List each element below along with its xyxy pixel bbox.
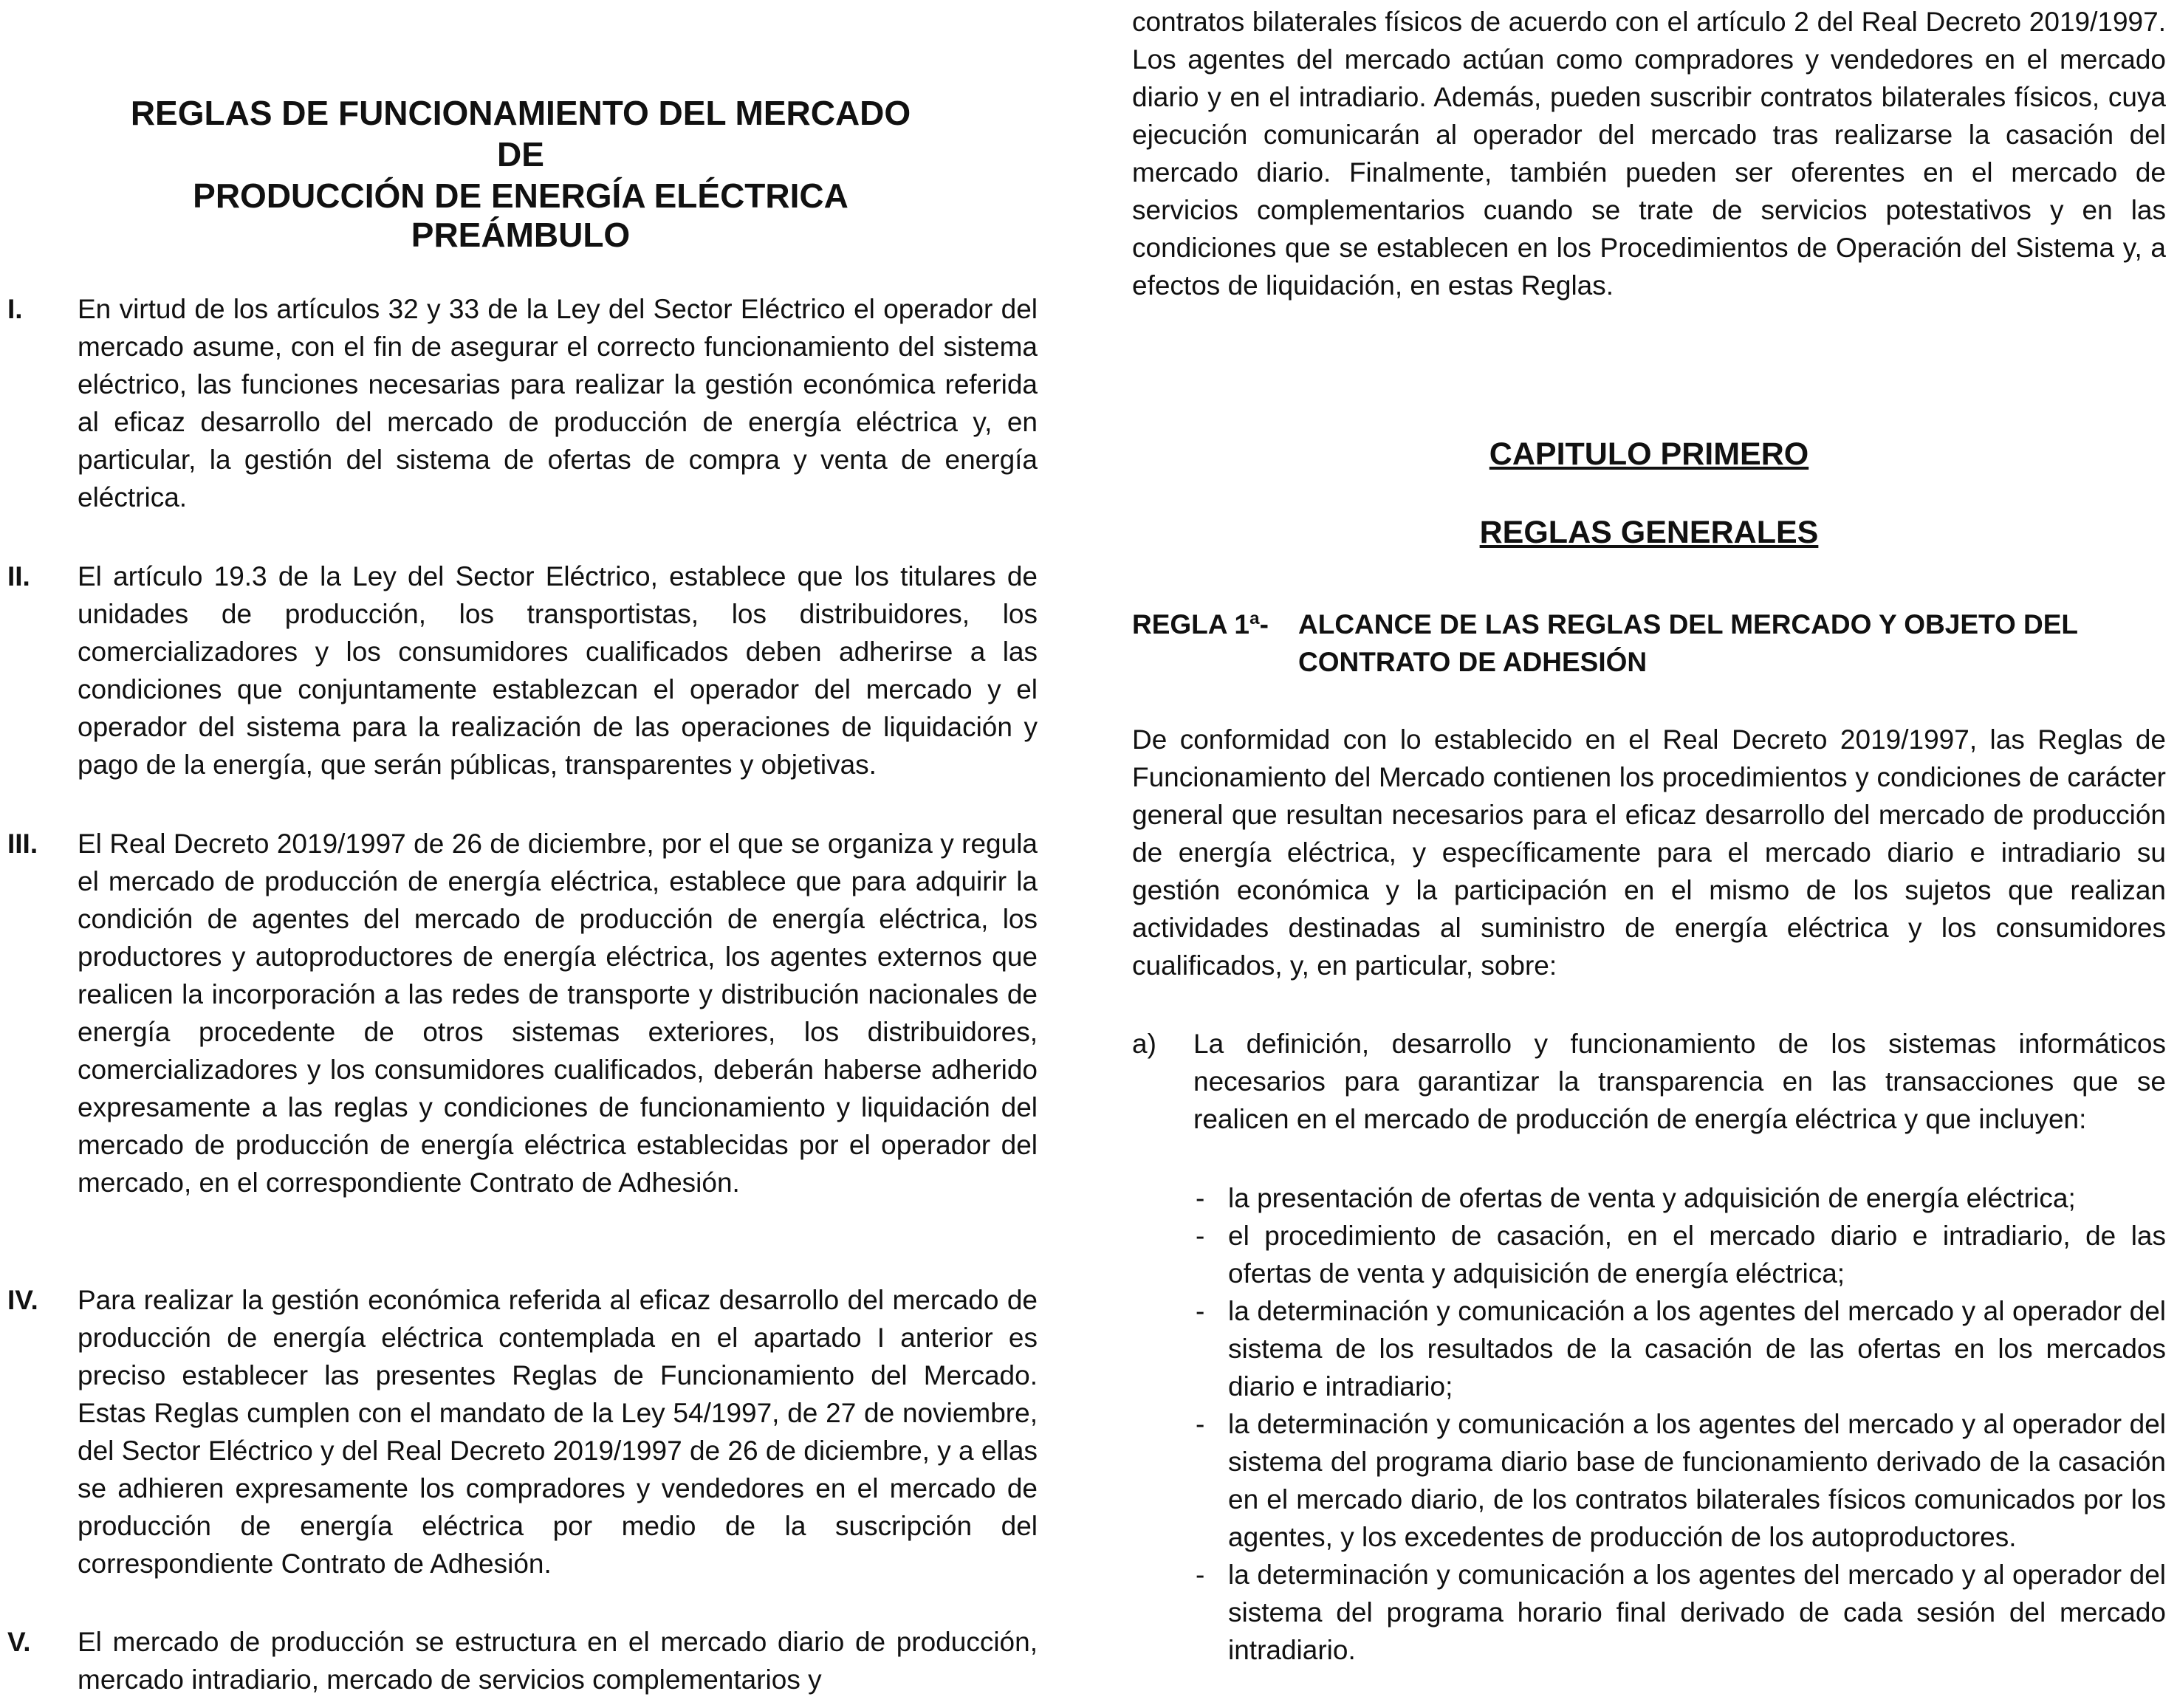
bullet-marker: - bbox=[1196, 1560, 1205, 1590]
item-text: El mercado de producción se estructura en el mercado diario de producción, mercado intradiario, mercado de servicios complementarios y bbox=[78, 1627, 1038, 1695]
item-number: I. bbox=[7, 294, 23, 324]
list-text: La definición, desarrollo y funcionamiento de los sistemas informáticos necesarios para garantizar la transparencia en las transacciones que se realicen en el mercado de producción de energía eléctrica y que incluyen: bbox=[1193, 1029, 2166, 1134]
bullet-item bbox=[1132, 1217, 2166, 1292]
item-number: V. bbox=[7, 1627, 31, 1657]
document-title bbox=[103, 92, 938, 216]
section-heading: REGLAS GENERALES bbox=[1479, 515, 1819, 550]
bullet-text: la presentación de ofertas de venta y adquisición de energía eléctrica; bbox=[1228, 1183, 2076, 1213]
bullet-item bbox=[1132, 1292, 2166, 1405]
rule-intro-paragraph: De conformidad con lo establecido en el Real Decreto 2019/1997, las Reglas de Funcionamiento del Mercado contienen los procedimientos y condiciones de carácter general que resultan necesarios para el eficaz desarrollo del mercado de producción de energía eléctrica, y específicamente para el mercado diario e intradiario su gestión económica y la participación en el mismo de los sujetos que realizan actividades destinadas al suministro de energía eléctrica y los consumidores cualificados, y, en particular, sobre: bbox=[1132, 724, 2166, 981]
rule-title: ALCANCE DE LAS REGLAS DEL MERCADO Y OBJETO DEL CONTRATO DE ADHESIÓN bbox=[1298, 609, 2078, 677]
bullet-marker: - bbox=[1196, 1183, 1205, 1213]
item-text: Para realizar la gestión económica referida al eficaz desarrollo del mercado de producción de energía eléctrica contemplada en el apartado I anterior es preciso establecer las presentes Reglas de Funcionamiento del Mercado. Estas Reglas cumplen con el mandato de la Ley 54/1997, de 27 de noviembre, del Sector Eléctrico y del Real Decreto 2019/1997 de 26 de diciembre, y a ellas se adhieren expresamente los compradores y vendedores en el mercado de producción de energía eléctrica por medio de la suscripción del correspondiente Contrato de Adhesión. bbox=[78, 1285, 1038, 1579]
title-line-2: PRODUCCIÓN DE ENERGÍA ELÉCTRICA bbox=[193, 176, 848, 215]
bullet-text: el procedimiento de casación, en el mercado diario e intradiario, de las ofertas de venta y adquisición de energía eléctrica; bbox=[1228, 1221, 2166, 1289]
bullet-item bbox=[1132, 1405, 2166, 1556]
item-text: El Real Decreto 2019/1997 de 26 de diciembre, por el que se organiza y regula el mercado de producción de energía eléctrica, establece que para adquirir la condición de agentes del mercado de producción de energía eléctrica, los productores y autoproductores de energía eléctrica, los agentes externos que realicen la incorporación a las redes de transporte y distribución nacionales de energía procedente de otros sistemas exteriores, los distribuidores, comercializadores y los consumidores cualificados, deberán haberse adherido expresamente a las reglas y condiciones de funcionamiento y liquidación del mercado de producción de energía eléctrica establecidas por el operador del mercado, en el correspondiente Contrato de Adhesión. bbox=[78, 829, 1038, 1198]
bullet-marker: - bbox=[1196, 1409, 1205, 1439]
list-label: a) bbox=[1132, 1029, 1156, 1059]
bullet-text: la determinación y comunicación a los agentes del mercado y al operador del sistema del programa diario base de funcionamiento derivado de la casación en el mercado diario, de los contratos bilaterales físicos comunicados por los agentes, y los excedentes de producción de los autoproductores. bbox=[1228, 1409, 2166, 1552]
bullet-item bbox=[1132, 1556, 2166, 1669]
bullet-item bbox=[1132, 1179, 2166, 1217]
continuation-paragraph: contratos bilaterales físicos de acuerdo con el artículo 2 del Real Decreto 2019/1997. Los agentes del mercado actúan como compradores y vendedores en el mercado diario y en el intradiario. Además, pueden suscribir contratos bilaterales físicos, cuya ejecución comunicarán al operador del mercado tras realizarse la casación del mercado diario. Finalmente, también pueden ser oferentes en el mercado de servicios complementarios cuando se trate de servicios potestativos y en las condiciones que se establecen en los Procedimientos de Operación del Sistema y, a efectos de liquidación, en estas Reglas. bbox=[1132, 7, 2166, 301]
item-number: IV. bbox=[7, 1285, 38, 1315]
bullet-list bbox=[1132, 1179, 2166, 1669]
bullet-text: la determinación y comunicación a los agentes del mercado y al operador del sistema del programa horario final derivado de cada sesión del mercado intradiario. bbox=[1228, 1560, 2166, 1665]
preamble-heading: PREÁMBULO bbox=[411, 216, 631, 254]
bullet-marker: - bbox=[1196, 1221, 1205, 1251]
item-text: El artículo 19.3 de la Ley del Sector Eléctrico, establece que los titulares de unidades de producción, los transportistas, los distribuidores, los comercializadores y los consumidores cualificados deben adherirse a las condiciones que conjuntamente establezcan el operador del mercado y el operador del sistema para la realización de las operaciones de liquidación y pago de la energía, que serán públicas, transparentes y objetivas. bbox=[78, 561, 1038, 780]
bullet-text: la determinación y comunicación a los agentes del mercado y al operador del sistema de los resultados de la casación de las ofertas en los mercados diario e intradiario; bbox=[1228, 1296, 2166, 1402]
rule-number: REGLA 1ª- bbox=[1132, 609, 1269, 639]
title-line-1: REGLAS DE FUNCIONAMIENTO DEL MERCADO DE bbox=[130, 94, 911, 174]
item-number: II. bbox=[7, 561, 30, 591]
bullet-marker: - bbox=[1196, 1296, 1205, 1326]
item-text: En virtud de los artículos 32 y 33 de la Ley del Sector Eléctrico el operador del mercado asume, con el fin de asegurar el correcto funcionamiento del sistema eléctrico, las funciones necesarias para realizar la gestión económica referida al eficaz desarrollo del mercado de producción de energía eléctrica y, en particular, la gestión del sistema de ofertas de compra y venta de energía eléctrica. bbox=[78, 294, 1038, 512]
item-number: III. bbox=[7, 829, 38, 859]
chapter-heading: CAPITULO PRIMERO bbox=[1489, 436, 1809, 472]
